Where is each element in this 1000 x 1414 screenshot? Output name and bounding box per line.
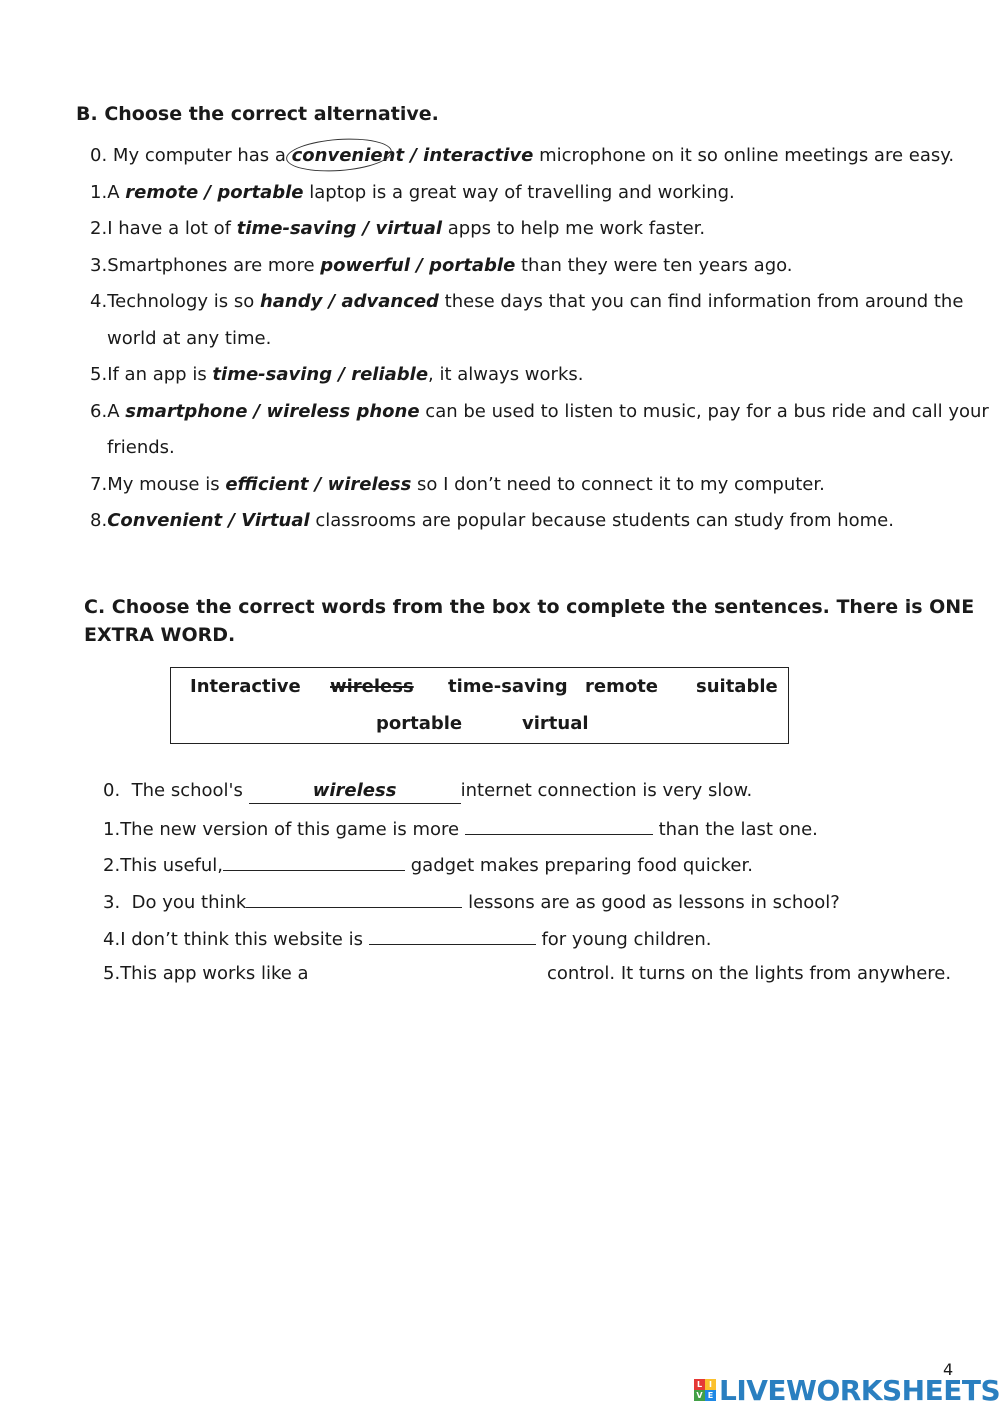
- b-item-2-options[interactable]: time-saving / virtual: [236, 218, 443, 239]
- c-item-5-post: control. It turns on the lights from anywhere.: [547, 963, 952, 984]
- section-b-heading: B. Choose the correct alternative.: [76, 103, 439, 125]
- liveworksheets-logo-text: LIVEWORKSHEETS: [719, 1373, 1000, 1407]
- b-item-5-options[interactable]: time-saving / reliable: [212, 364, 429, 385]
- liveworksheets-logo-icon: L I V E: [694, 1379, 716, 1401]
- b-item-8-options[interactable]: Convenient / Virtual: [107, 510, 310, 531]
- word-box-word[interactable]: virtual: [522, 713, 589, 734]
- b-item-1-options[interactable]: remote / portable: [125, 182, 304, 203]
- b-item-4: 4.Technology is so handy / advanced these days that you can find information from around the: [90, 291, 964, 312]
- word-box-word-crossed: wireless: [330, 676, 414, 697]
- word-box-word[interactable]: suitable: [696, 676, 778, 697]
- c-item-4-blank[interactable]: [369, 926, 536, 945]
- c-item-1: 1.The new version of this game is more than the last one.: [103, 816, 818, 842]
- b-item-1: 1.A remote / portable laptop is a great way of travelling and working.: [90, 182, 735, 203]
- page-number: 4: [943, 1360, 954, 1379]
- c-item-3: 3. Do you think lessons are as good as lessons in school?: [103, 889, 840, 915]
- c-item-2-blank[interactable]: [223, 852, 405, 871]
- b-item-0-num: 0.: [90, 145, 108, 166]
- word-box-word[interactable]: remote: [585, 676, 659, 697]
- b-item-0: 0. My computer has a convenient / interactive microphone on it so online meetings are easy.: [90, 144, 954, 168]
- word-box-word[interactable]: time-saving: [448, 676, 568, 697]
- b-item-6-options[interactable]: smartphone / wireless phone: [125, 401, 420, 422]
- c-item-3-blank[interactable]: [246, 889, 462, 908]
- b-item-4-options[interactable]: handy / advanced: [259, 291, 439, 312]
- liveworksheets-logo[interactable]: [694, 1375, 1000, 1405]
- b-item-0-answer-circled[interactable]: convenient: [292, 144, 404, 168]
- c-item-1-blank[interactable]: [465, 816, 653, 835]
- b-item-7: 7.My mouse is efficient / wireless so I don’t need to connect it to my computer.: [90, 474, 825, 495]
- section-c-heading-line-2: EXTRA WORD.: [84, 624, 236, 646]
- c-item-0-answer-blank[interactable]: wireless: [249, 779, 461, 804]
- c-item-5: 5.This app works like a: [103, 963, 309, 984]
- section-c-heading-line-1: C. Choose the correct words from the box to complete the sentences. There is ONE: [84, 596, 975, 618]
- b-item-7-options[interactable]: efficient / wireless: [225, 474, 412, 495]
- b-item-4-continuation: world at any time.: [107, 328, 272, 349]
- b-item-5: 5.If an app is time-saving / reliable, it always works.: [90, 364, 584, 385]
- c-item-0: 0. The school's wireless internet connection is very slow.: [103, 779, 752, 804]
- b-item-2: 2.I have a lot of time-saving / virtual apps to help me work faster.: [90, 218, 706, 239]
- c-item-2: 2.This useful, gadget makes preparing food quicker.: [103, 852, 753, 878]
- word-box-word[interactable]: portable: [376, 713, 463, 734]
- c-item-5-blank[interactable]: [300, 962, 545, 986]
- b-item-3: 3.Smartphones are more powerful / portable than they were ten years ago.: [90, 255, 793, 276]
- b-item-6-continuation: friends.: [107, 437, 175, 458]
- word-box: [170, 667, 789, 744]
- c-item-4: 4.I don’t think this website is for young children.: [103, 926, 711, 952]
- b-item-3-options[interactable]: powerful / portable: [320, 255, 516, 276]
- b-item-8: 8.Convenient / Virtual classrooms are popular because students can study from home.: [90, 510, 894, 531]
- word-box-word[interactable]: Interactive: [190, 676, 301, 697]
- b-item-6: 6.A smartphone / wireless phone can be used to listen to music, pay for a bus ride and call your: [90, 401, 989, 422]
